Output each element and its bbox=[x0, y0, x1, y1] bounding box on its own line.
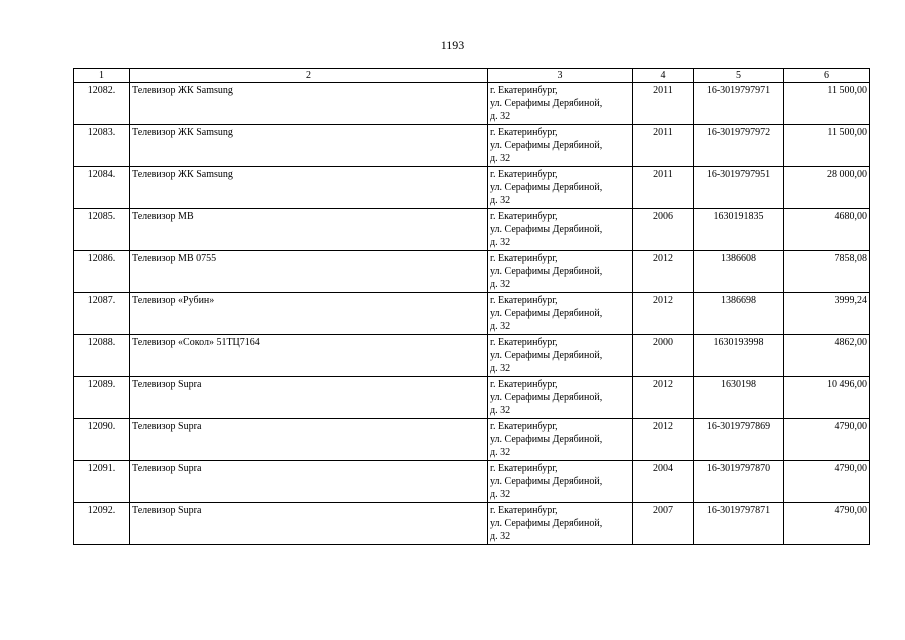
address-line: г. Екатеринбург, bbox=[490, 127, 558, 138]
table-row bbox=[74, 209, 870, 251]
cost-cell: 4790,00 bbox=[784, 419, 870, 461]
address-line: г. Екатеринбург, bbox=[490, 379, 558, 390]
row-number-cell: 12083. bbox=[74, 125, 130, 167]
item-name-cell: Телевизор Supra bbox=[130, 461, 488, 503]
address-line: д. 32 bbox=[490, 195, 511, 206]
year-cell: 2012 bbox=[633, 251, 694, 293]
year-cell: 2007 bbox=[633, 503, 694, 545]
column-header: 6 bbox=[784, 69, 870, 83]
inventory-number-cell: 16-3019797951 bbox=[694, 167, 784, 209]
inventory-number-cell: 1630191835 bbox=[694, 209, 784, 251]
table-row bbox=[74, 167, 870, 209]
address-cell bbox=[488, 125, 633, 167]
inventory-number-cell: 1386698 bbox=[694, 293, 784, 335]
cost-cell: 11 500,00 bbox=[784, 83, 870, 125]
row-number-cell: 12092. bbox=[74, 503, 130, 545]
address-line: ул. Серафимы Дерябиной, bbox=[490, 434, 603, 445]
table-row bbox=[74, 335, 870, 377]
address-line: д. 32 bbox=[490, 489, 511, 500]
item-name-cell: Телевизор Supra bbox=[130, 419, 488, 461]
column-header: 2 bbox=[130, 69, 488, 83]
column-header: 3 bbox=[488, 69, 633, 83]
property-registry-table bbox=[73, 68, 870, 545]
column-number-row bbox=[74, 69, 870, 83]
address-line: ул. Серафимы Дерябиной, bbox=[490, 224, 603, 235]
table-row bbox=[74, 251, 870, 293]
address-line: г. Екатеринбург, bbox=[490, 463, 558, 474]
table-row bbox=[74, 293, 870, 335]
cost-cell: 11 500,00 bbox=[784, 125, 870, 167]
year-cell: 2012 bbox=[633, 419, 694, 461]
year-cell: 2012 bbox=[633, 377, 694, 419]
item-name-cell: Телевизор МВ bbox=[130, 209, 488, 251]
year-cell: 2000 bbox=[633, 335, 694, 377]
address-line: д. 32 bbox=[490, 363, 511, 374]
row-number-cell: 12091. bbox=[74, 461, 130, 503]
item-name-cell: Телевизор «Сокол» 51ТЦ7164 bbox=[130, 335, 488, 377]
address-line: д. 32 bbox=[490, 447, 511, 458]
row-number-cell: 12089. bbox=[74, 377, 130, 419]
cost-cell: 4680,00 bbox=[784, 209, 870, 251]
row-number-cell: 12082. bbox=[74, 83, 130, 125]
address-line: г. Екатеринбург, bbox=[490, 85, 558, 96]
inventory-number-cell: 1630193998 bbox=[694, 335, 784, 377]
cost-cell: 4790,00 bbox=[784, 461, 870, 503]
address-line: д. 32 bbox=[490, 111, 511, 122]
address-cell bbox=[488, 293, 633, 335]
table-row bbox=[74, 377, 870, 419]
cost-cell: 4862,00 bbox=[784, 335, 870, 377]
address-cell bbox=[488, 377, 633, 419]
table-row bbox=[74, 419, 870, 461]
inventory-number-cell: 16-3019797871 bbox=[694, 503, 784, 545]
address-line: д. 32 bbox=[490, 237, 511, 248]
address-line: ул. Серафимы Дерябиной, bbox=[490, 518, 603, 529]
address-line: ул. Серафимы Дерябиной, bbox=[490, 266, 603, 277]
address-line: ул. Серафимы Дерябиной, bbox=[490, 98, 603, 109]
row-number-cell: 12087. bbox=[74, 293, 130, 335]
inventory-number-cell: 16-3019797971 bbox=[694, 83, 784, 125]
row-number-cell: 12084. bbox=[74, 167, 130, 209]
item-name-cell: Телевизор «Рубин» bbox=[130, 293, 488, 335]
table-row bbox=[74, 461, 870, 503]
column-header: 5 bbox=[694, 69, 784, 83]
inventory-number-cell: 16-3019797870 bbox=[694, 461, 784, 503]
address-line: ул. Серафимы Дерябиной, bbox=[490, 392, 603, 403]
address-line: д. 32 bbox=[490, 405, 511, 416]
address-cell bbox=[488, 461, 633, 503]
address-line: г. Екатеринбург, bbox=[490, 253, 558, 264]
inventory-number-cell: 16-3019797869 bbox=[694, 419, 784, 461]
cost-cell: 4790,00 bbox=[784, 503, 870, 545]
address-cell bbox=[488, 419, 633, 461]
item-name-cell: Телевизор ЖК Samsung bbox=[130, 125, 488, 167]
address-cell bbox=[488, 209, 633, 251]
address-cell bbox=[488, 251, 633, 293]
year-cell: 2011 bbox=[633, 167, 694, 209]
year-cell: 2004 bbox=[633, 461, 694, 503]
inventory-number-cell: 1386608 bbox=[694, 251, 784, 293]
year-cell: 2011 bbox=[633, 83, 694, 125]
address-line: д. 32 bbox=[490, 153, 511, 164]
column-header: 4 bbox=[633, 69, 694, 83]
address-line: ул. Серафимы Дерябиной, bbox=[490, 140, 603, 151]
column-header: 1 bbox=[74, 69, 130, 83]
cost-cell: 7858,08 bbox=[784, 251, 870, 293]
address-line: г. Екатеринбург, bbox=[490, 295, 558, 306]
row-number-cell: 12090. bbox=[74, 419, 130, 461]
address-line: г. Екатеринбург, bbox=[490, 211, 558, 222]
inventory-number-cell: 16-3019797972 bbox=[694, 125, 784, 167]
inventory-number-cell: 1630198 bbox=[694, 377, 784, 419]
year-cell: 2012 bbox=[633, 293, 694, 335]
address-line: г. Екатеринбург, bbox=[490, 337, 558, 348]
item-name-cell: Телевизор ЖК Samsung bbox=[130, 83, 488, 125]
row-number-cell: 12086. bbox=[74, 251, 130, 293]
address-cell bbox=[488, 503, 633, 545]
table-row bbox=[74, 503, 870, 545]
item-name-cell: Телевизор ЖК Samsung bbox=[130, 167, 488, 209]
table-row bbox=[74, 83, 870, 125]
address-cell bbox=[488, 83, 633, 125]
table-body bbox=[74, 83, 870, 545]
address-line: г. Екатеринбург, bbox=[490, 421, 558, 432]
year-cell: 2011 bbox=[633, 125, 694, 167]
address-line: г. Екатеринбург, bbox=[490, 505, 558, 516]
address-line: д. 32 bbox=[490, 279, 511, 290]
item-name-cell: Телевизор МВ 0755 bbox=[130, 251, 488, 293]
address-line: д. 32 bbox=[490, 321, 511, 332]
item-name-cell: Телевизор Supra bbox=[130, 503, 488, 545]
cost-cell: 3999,24 bbox=[784, 293, 870, 335]
cost-cell: 28 000,00 bbox=[784, 167, 870, 209]
address-line: ул. Серафимы Дерябиной, bbox=[490, 476, 603, 487]
address-line: ул. Серафимы Дерябиной, bbox=[490, 350, 603, 361]
address-line: г. Екатеринбург, bbox=[490, 169, 558, 180]
address-line: д. 32 bbox=[490, 531, 511, 542]
address-line: ул. Серафимы Дерябиной, bbox=[490, 308, 603, 319]
address-line: ул. Серафимы Дерябиной, bbox=[490, 182, 603, 193]
item-name-cell: Телевизор Supra bbox=[130, 377, 488, 419]
address-cell bbox=[488, 335, 633, 377]
row-number-cell: 12088. bbox=[74, 335, 130, 377]
row-number-cell: 12085. bbox=[74, 209, 130, 251]
page-number: 1193 bbox=[440, 38, 465, 52]
address-cell bbox=[488, 167, 633, 209]
year-cell: 2006 bbox=[633, 209, 694, 251]
table-row bbox=[74, 125, 870, 167]
cost-cell: 10 496,00 bbox=[784, 377, 870, 419]
